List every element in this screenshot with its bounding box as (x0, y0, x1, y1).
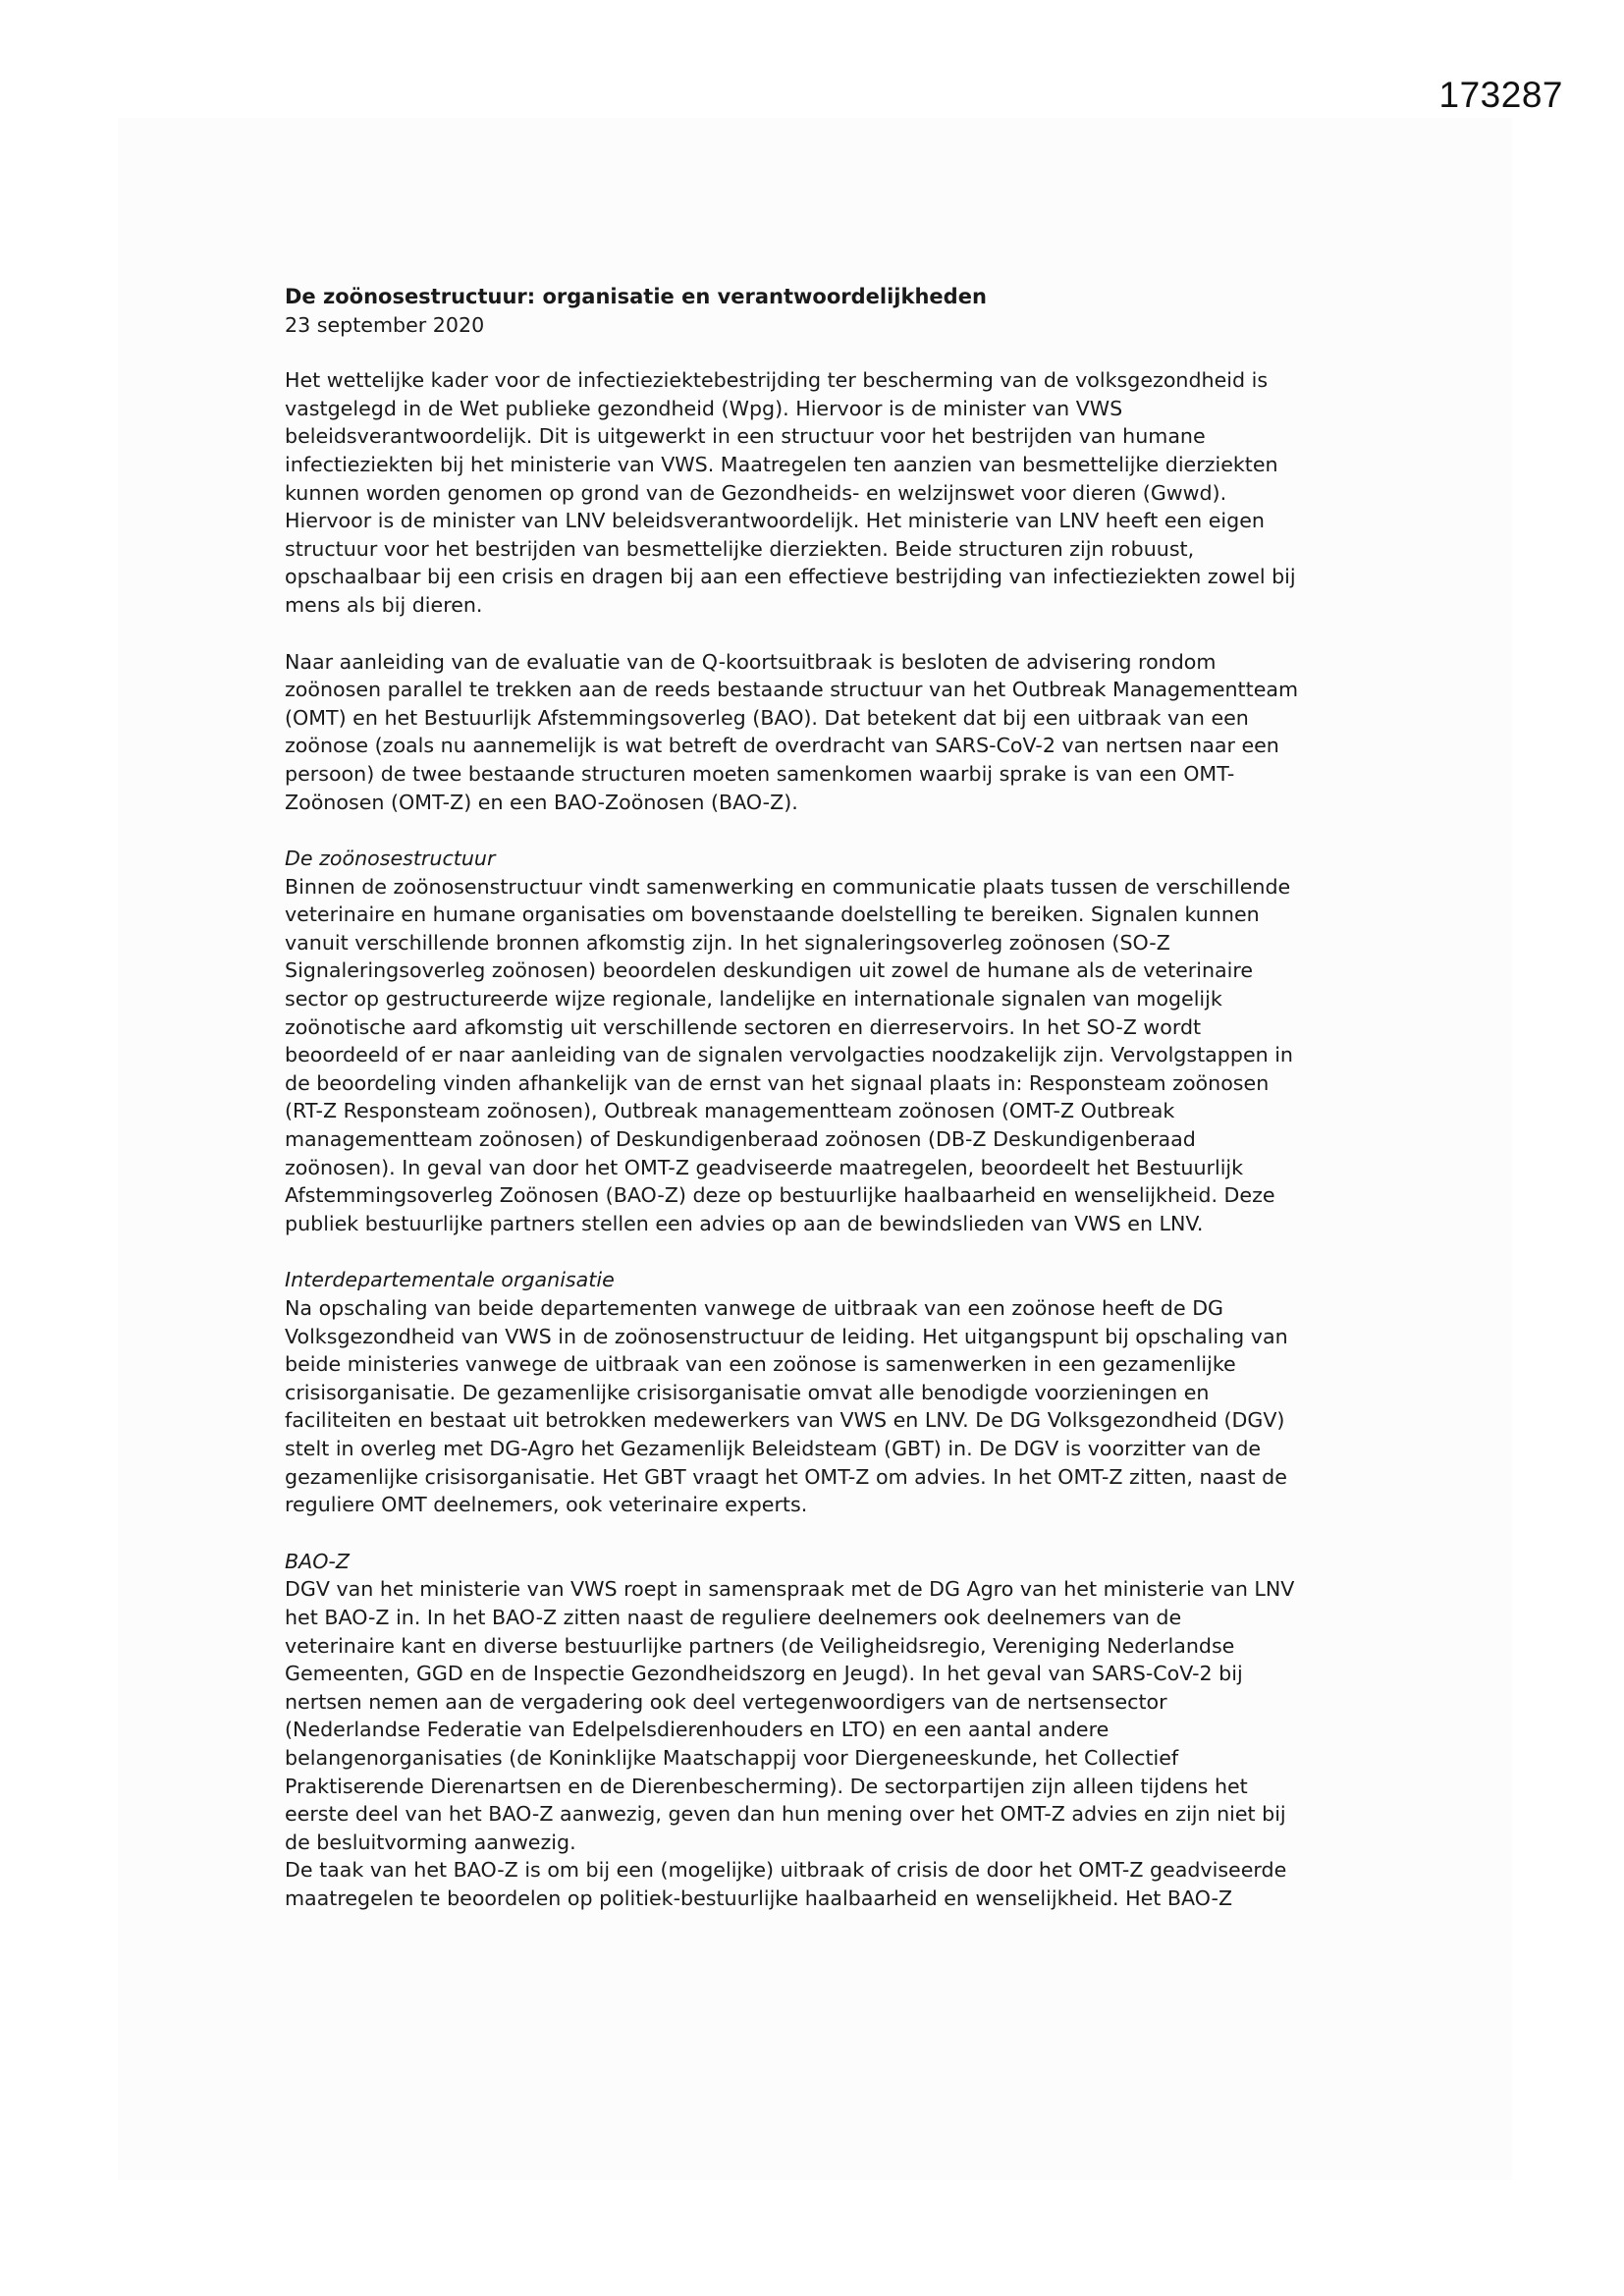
paragraph-line: kunnen worden genomen op grond van de Gezondheids- en welzijnswet voor dieren (Gwwd). (285, 480, 1227, 505)
paragraph-line: veterinaire kant en diverse bestuurlijke partners (de Veiligheidsregio, Vereniging Nederlandse (285, 1633, 1235, 1658)
paragraph-line: mens als bij dieren. (285, 592, 483, 617)
paragraphs-container (285, 366, 1365, 1912)
paragraph-line: de besluitvorming aanwezig. (285, 1830, 576, 1854)
section-heading: Interdepartementale organisatie (285, 1268, 615, 1292)
paragraph-line: stelt in overleg met DG-Agro het Gezamenlijk Beleidsteam (GBT) in. De DGV is voorzitter van de (285, 1436, 1262, 1460)
paragraph-line: Naar aanleiding van de evaluatie van de Q-koortsuitbraak is besloten de advisering rondom (285, 649, 1217, 674)
paragraph-line: zoönosen parallel te trekken aan de reeds bestaande structuur van het Outbreak Managementteam (285, 678, 1299, 702)
paragraph-line: (RT-Z Responsteam zoönosen), Outbreak managementteam zoönosen (OMT-Z Outbreak (285, 1099, 1175, 1123)
paragraph-line: structuur voor het bestrijden van besmettelijke dierziekten. Beide structuren zijn robuust, (285, 536, 1195, 561)
paragraph-line: publiek bestuurlijke partners stellen een advies op aan de bewindslieden van VWS en LNV. (285, 1211, 1204, 1235)
document-date: 23 september 2020 (285, 312, 485, 337)
paragraph-line: Binnen de zoönosenstructuur vindt samenwerking en communicatie plaats tussen de verschillende (285, 874, 1291, 899)
paragraph (285, 648, 1365, 817)
paragraph-line: veterinaire en humane organisaties om bovenstaande doelstelling te bereiken. Signalen kunnen (285, 902, 1260, 927)
paragraph-line: beoordeeld of er naar aanleiding van de signalen vervolgacties noodzakelijk zijn. Vervolgstappen in (285, 1043, 1293, 1067)
paragraph-line: zoönose (zoals nu aannemelijk is wat betreft de overdracht van SARS-CoV-2 van nertsen naar een (285, 734, 1279, 758)
paragraph-line: Zoönosen (OMT-Z) en een BAO-Zoönosen (BAO-Z). (285, 790, 798, 814)
paragraph-line: De taak van het BAO-Z is om bij een (mogelijke) uitbraak of crisis de door het OMT-Z geadviseerde (285, 1858, 1287, 1883)
paragraph-line: maatregelen te beoordelen op politiek-bestuurlijke haalbaarheid en wenselijkheid. Het BAO-Z (285, 1886, 1233, 1910)
paragraph (285, 1266, 1365, 1518)
paragraph-line: gezamenlijke crisisorganisatie. Het GBT vraagt het OMT-Z om advies. In het OMT-Z zitten, naast de (285, 1464, 1287, 1489)
paragraph-line: vanuit verschillende bronnen afkomstig zijn. In het signaleringsoverleg zoönosen (SO-Z (285, 930, 1170, 955)
paragraph-line: DGV van het ministerie van VWS roept in samenspraak met de DG Agro van het ministerie van LNV (285, 1577, 1295, 1602)
paragraph-line: Gemeenten, GGD en de Inspectie Gezondheidszorg en Jeugd). In het geval van SARS-CoV-2 bij (285, 1662, 1243, 1686)
paragraph-line: Signaleringsoverleg zoönosen) beoordelen deskundigen uit zowel de humane als de veterinaire (285, 958, 1254, 983)
paragraph-line: eerste deel van het BAO-Z aanwezig, geven dan hun mening over het OMT-Z advies en zijn niet bij (285, 1802, 1286, 1827)
paragraph-line: opschaalbaar bij een crisis en dragen bij aan een effectieve bestrijding van infectieziekten zowel bij (285, 565, 1296, 589)
paragraph (285, 1856, 1365, 1912)
paragraph-line: managementteam zoönosen) of Deskundigenberaad zoönosen (DB-Z Deskundigenberaad (285, 1127, 1196, 1152)
paragraph-line: Volksgezondheid van VWS in de zoönosenstructuur de leiding. Het uitgangspunt bij opschaling van (285, 1324, 1288, 1348)
paragraph-line: Praktiserende Dierenartsen en de Dierenbescherming). De sectorpartijen zijn alleen tijdens het (285, 1774, 1248, 1798)
paragraph-line: vastgelegd in de Wet publieke gezondheid (Wpg). Hiervoor is de minister van VWS (285, 396, 1123, 420)
paragraph-line: Na opschaling van beide departementen vanwege de uitbraak van een zoönose heeft de DG (285, 1296, 1224, 1320)
paragraph (285, 845, 1365, 1237)
paragraph-line: belangenorganisaties (de Koninklijke Maatschappij voor Diergeneeskunde, het Collectief (285, 1745, 1179, 1770)
document-body (285, 283, 1365, 1941)
paragraph-line: faciliteiten en bestaat uit betrokken medewerkers van VWS en LNV. De DG Volksgezondheid (DGV) (285, 1408, 1285, 1433)
paragraph-line: de beoordeling vinden afhankelijk van de ernst van het signaal plaats in: Responsteam zoönosen (285, 1070, 1270, 1095)
paragraph-line: reguliere OMT deelnemers, ook veterinaire experts. (285, 1493, 808, 1517)
paragraph-line: zoönotische aard afkomstig uit verschillende sectoren en dierreservoirs. In het SO-Z wordt (285, 1014, 1202, 1039)
document-title: De zoönosestructuur: organisatie en verantwoordelijkheden (285, 285, 987, 308)
paragraph-line: crisisorganisatie. De gezamenlijke crisisorganisatie omvat alle benodigde voorzieningen en (285, 1380, 1210, 1404)
paragraph-line: Hiervoor is de minister van LNV beleidsverantwoordelijk. Het ministerie van LNV heeft een eigen (285, 509, 1265, 533)
paragraph-line: (OMT) en het Bestuurlijk Afstemmingsoverleg (BAO). Dat betekent dat bij een uitbraak van een (285, 705, 1249, 730)
paragraph-line: beide ministeries vanwege de uitbraak van een zoönose is samenwerken in een gezamenlijke (285, 1352, 1236, 1377)
paragraph (285, 366, 1365, 619)
paragraph-line: beleidsverantwoordelijk. Dit is uitgewerkt in een structuur voor het bestrijden van humane (285, 424, 1206, 449)
paragraph-line: het BAO-Z in. In het BAO-Z zitten naast de reguliere deelnemers ook deelnemers van de (285, 1605, 1182, 1629)
paragraph-line: Het wettelijke kader voor de infectieziektebestrijding ter bescherming van de volksgezondheid is (285, 368, 1269, 393)
paragraph-line: sector op gestructureerde wijze regionale, landelijke en internationale signalen van mogelijk (285, 987, 1222, 1011)
paragraph-line: infectieziekten bij het ministerie van VWS. Maatregelen ten aanzien van besmettelijke dierziekten (285, 452, 1278, 476)
paragraph-line: persoon) de twee bestaande structuren moeten samenkomen waarbij sprake is van een OMT- (285, 761, 1235, 786)
paragraph-line: Afstemmingsoverleg Zoönosen (BAO-Z) deze op bestuurlijke haalbaarheid en wenselijkheid. Deze (285, 1183, 1275, 1208)
section-heading: BAO-Z (285, 1549, 350, 1573)
paragraph-line: (Nederlandse Federatie van Edelpelsdierenhouders en LTO) en een aantal andere (285, 1718, 1110, 1742)
paragraph-line: nertsen nemen aan de vergadering ook deel vertegenwoordigers van de nertsensector (285, 1689, 1167, 1714)
paragraph (285, 1548, 1365, 1857)
document-number: 173287 (1438, 75, 1563, 115)
paragraph-line: zoönosen). In geval van door het OMT-Z geadviseerde maatregelen, beoordeelt het Bestuurlijk (285, 1155, 1244, 1179)
section-heading: De zoönosestructuur (285, 847, 496, 871)
